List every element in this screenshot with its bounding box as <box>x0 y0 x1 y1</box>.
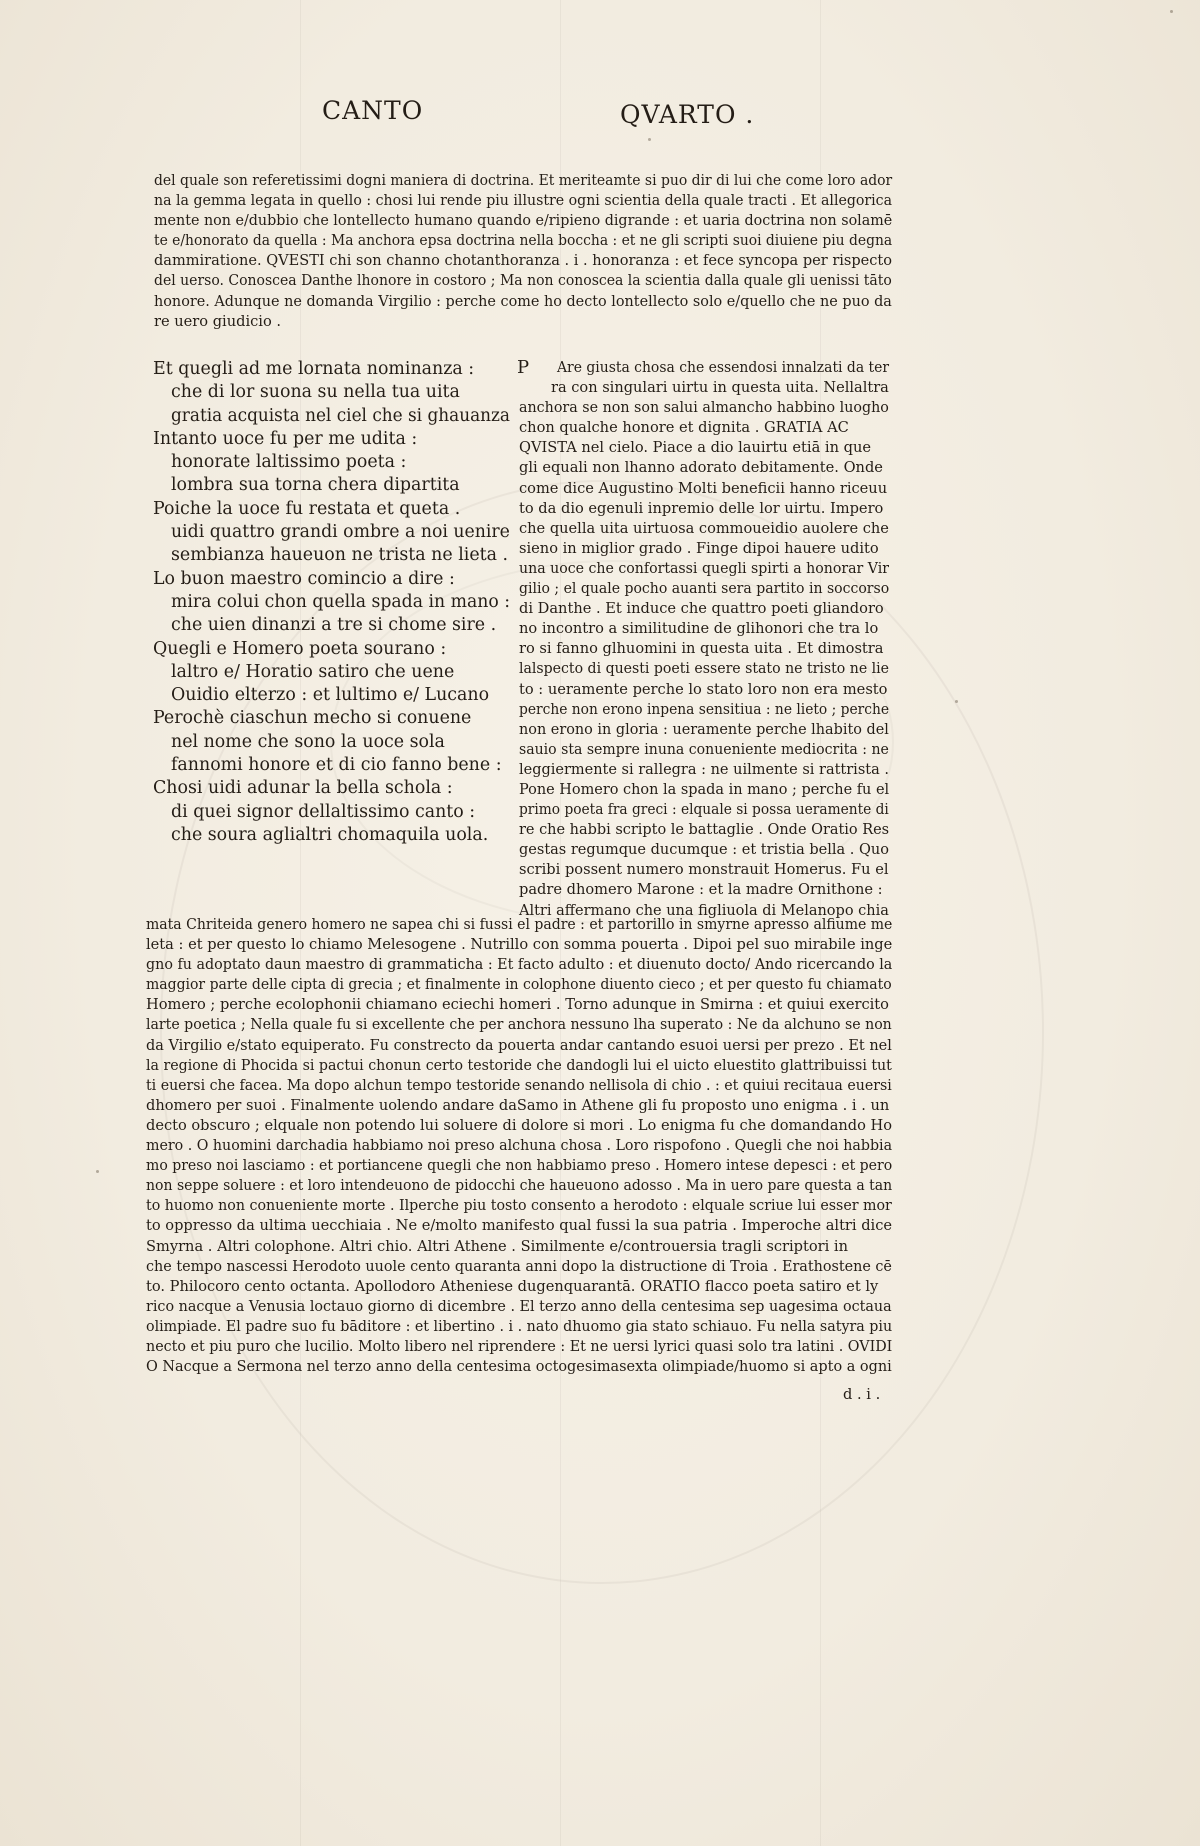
commentary-line: lalspecto di questi poeti essere stato ne tristo ne lie <box>519 660 890 678</box>
paper-spot <box>648 138 651 141</box>
commentary-line: leggiermente si rallegra : ne uilmente si rattrista . <box>519 760 889 778</box>
commentary-line: primo poeta fra greci : elquale si possa ueramente di <box>519 801 889 819</box>
full-width-commentary <box>146 915 892 1377</box>
intro-line: mente non e/dubbio che lontellecto humano quando e/ripieno digrande : et uaria doctrina non solamē <box>154 212 893 230</box>
verse-column <box>135 358 515 847</box>
verse-line: Chosi uidi adunar la bella schola : <box>153 778 453 799</box>
header-left: CANTO <box>322 96 424 125</box>
verse-line: laltro e/ Horatio satiro che uene <box>171 661 455 682</box>
commentary-line: perche non erono inpena sensitiua : ne lieto ; perche <box>519 700 890 718</box>
verse-line: Quegli e Homero poeta sourano : <box>153 638 447 659</box>
commentary-line: non seppe soluere : et loro intendeuono de pidocchi che haueuono adosso . Ma in uero pare questa a tan <box>146 1177 893 1195</box>
verse-line: Poiche la uoce fu restata et queta . <box>153 498 461 519</box>
initial-letter: P <box>517 357 530 378</box>
commentary-line: decto obscuro ; elquale non potendo lui soluere di dolore si mori . Lo enigma fu che domandando Ho <box>146 1116 893 1134</box>
verse-line: Lo buon maestro comincio a dire : <box>153 568 455 589</box>
verse-line: uidi quattro grandi ombre a noi uenire <box>171 522 510 543</box>
commentary-line: Altri affermano che una figliuola di Melanopo chia <box>519 901 889 919</box>
commentary-line: to oppresso da ultima uecchiaia . Ne e/molto manifesto qual fussi la sua patria . Imperoche altri dice <box>146 1217 893 1235</box>
commentary-line: che tempo nascessi Herodoto uuole cento quaranta anni dopo la distructione di Troia . Erathostene cē <box>146 1257 892 1275</box>
commentary-line: leta : et per questo lo chiamo Melesogene . Nutrillo con somma pouerta . Dipoi pel suo mirabile inge <box>146 936 893 954</box>
commentary-line: padre dhomero Marone : et la madre Ornithone : <box>519 881 883 899</box>
commentary-line: anchora se non son salui almancho habbino luogho <box>519 399 889 417</box>
intro-line: dammiratione. QVESTI chi son channo chotanthoranza . i . honoranza : et fece syncopa per rispecto <box>154 252 893 270</box>
verse-line: Intanto uoce fu per me udita : <box>153 428 418 449</box>
commentary-line: larte poetica ; Nella quale fu si excellente che per anchora nessuno lha superato : Ne da alchuno se non <box>146 1016 892 1034</box>
intro-line: del quale son referetissimi dogni maniera di doctrina. Et meriteamte si puo dir di lui che come loro ador <box>154 172 893 189</box>
commentary-line: Pone Homero chon la spada in mano ; perche fu el <box>519 780 890 798</box>
commentary-line: scribi possent numero monstrauit Homerus. Fu el <box>519 861 889 879</box>
commentary-line: una uoce che confortassi quegli spirti a honorar Vir <box>519 559 890 577</box>
commentary-column <box>519 358 891 921</box>
verse-line: di quei signor dellaltissimo canto : <box>171 801 476 822</box>
commentary-line: da Virgilio e/stato equiperato. Fu constrecto da pouerta andar cantando esuoi uersi per prezo . Et nel <box>146 1036 892 1054</box>
commentary-line: QVISTA nel cielo. Piace a dio lauirtu etiā in que <box>519 439 871 457</box>
commentary-line: ra con singulari uirtu in questa uita. Nellaltra <box>551 379 889 397</box>
commentary-line: to huomo non conueniente morte . Ilperche piu tosto consento a herodoto : elquale scriue lui esser mor <box>146 1197 892 1215</box>
verse-line: lombra sua torna chera dipartita <box>171 475 460 496</box>
intro-line: re uero giudicio . <box>154 312 282 330</box>
commentary-line: ti euersi che facea. Ma dopo alchun tempo testoride senando nellisola di chio . : et quiui recitaua euersi <box>146 1076 892 1094</box>
verse-line: Et quegli ad me lornata nominanza : <box>153 359 475 379</box>
commentary-line: gno fu adoptato daun maestro di grammaticha : Et facto adulto : et diuenuto docto/ Ando ricercando la <box>146 956 893 974</box>
commentary-line: mata Chriteida genero homero ne sapea chi si fussi el padre : et partorillo in smyrne apresso alfiume me <box>146 916 893 933</box>
commentary-line: sauio sta sempre inuna conueniente mediocrita : ne <box>519 740 889 758</box>
verse-line: Ouidio elterzo : et lultimo e/ Lucano <box>171 685 490 706</box>
commentary-line: no incontro a similitudine de glihonori che tra lo <box>519 620 879 638</box>
intro-line: honore. Adunque ne domanda Virgilio : perche come ho decto lontellecto solo e/quello che ne puo da <box>154 292 892 310</box>
header-right: QVARTO . <box>620 100 755 129</box>
intro-commentary <box>154 171 892 332</box>
verse-line: che soura aglialtri chomaquila uola. <box>171 824 489 845</box>
commentary-line: to da dio egenuli inpremio delle lor uirtu. Impero <box>519 499 884 517</box>
commentary-line: che quella uita uirtuosa commoueidio auolere che <box>519 519 889 537</box>
verse-line: che di lor suona su nella tua uita <box>171 382 460 403</box>
commentary-line: O Nacque a Sermona nel terzo anno della centesima octogesimasexta olimpiade/huomo si apto a ogni <box>146 1358 892 1376</box>
commentary-line: ro si fanno glhuomini in questa uita . Et dimostra <box>519 640 884 658</box>
commentary-line: to : ueramente perche lo stato loro non era mesto <box>519 680 888 698</box>
commentary-line: maggior parte delle cipta di grecia ; et finalmente in colophone diuento cieco ; et per questo fu chiamato <box>146 976 892 994</box>
commentary-line: di Danthe . Et induce che quattro poeti gliandoro <box>519 600 884 618</box>
verse-line: che uien dinanzi a tre si chome sire . <box>171 615 497 636</box>
running-header <box>0 96 1200 136</box>
commentary-line: to. Philocoro cento octanta. Apollodoro Atheniese dugenquarantā. ORATIO flacco poeta satiro et ly <box>146 1277 879 1295</box>
commentary-line: re che habbi scripto le battaglie . Onde Oratio Res <box>519 821 890 839</box>
commentary-line: mo preso noi lasciamo : et portiancene quegli che non habbiamo preso . Homero intese depesci : et pero <box>146 1157 893 1175</box>
commentary-line: rico nacque a Venusia loctauo giorno di dicembre . El terzo anno della centesima sep uagesima octaua <box>146 1297 892 1315</box>
commentary-line: chon qualche honore et dignita . GRATIA AC <box>519 419 849 437</box>
verse-line: nel nome che sono la uoce sola <box>171 731 445 752</box>
commentary-line: dhomero per suoi . Finalmente uolendo andare daSamo in Athene gli fu proposto uno enigma . i . un <box>146 1096 890 1114</box>
verse-line: fannomi honore et di cio fanno bene : <box>171 755 502 776</box>
commentary-line: sieno in miglior grado . Finge dipoi hauere udito <box>519 539 879 557</box>
commentary-line: necto et piu puro che lucilio. Molto libero nel riprendere : Et ne uersi lyrici quasi solo tra latini . OVIDI <box>146 1337 893 1355</box>
intro-line: na la gemma legata in quello : chosi lui rende piu illustre ogni scientia della quale tracti . Et allegorica <box>154 192 893 210</box>
commentary-line: gli equali non lhanno adorato debitamente. Onde <box>519 459 883 477</box>
verse-line: sembianza haueuon ne trista ne lieta . <box>171 545 509 566</box>
verse-line: mira colui chon quella spada in mano : <box>171 591 511 612</box>
verse-line: Perochè ciaschun mecho si conuene <box>153 708 472 729</box>
commentary-line: mero . O huomini darchadia habbiamo noi preso alchuna chosa . Loro rispofono . Quegli che noi habbia <box>146 1137 893 1155</box>
commentary-line: la regione di Phocida si pactui chonun certo testoride che dandogli lui el uicto eluestito glattribuissi tut <box>146 1056 892 1074</box>
signature-mark: d . i . <box>843 1386 881 1403</box>
intro-line: te e/honorato da quella : Ma anchora epsa doctrina nella boccha : et ne gli scripti suoi diuiene piu degna <box>154 232 893 250</box>
verse-line: gratia acquista nel ciel che si ghauanza <box>171 405 511 426</box>
paper-spot <box>96 1170 99 1173</box>
commentary-line: gilio ; el quale pocho auanti sera partito in soccorso <box>519 580 890 598</box>
verse-line: honorate laltissimo poeta : <box>171 452 407 473</box>
paper-spot <box>955 700 958 703</box>
commentary-line: come dice Augustino Molti beneficii hanno riceuu <box>519 479 888 497</box>
commentary-line: non erono in gloria : ueramente perche lhabito del <box>519 720 889 738</box>
intro-line: del uerso. Conoscea Danthe lhonore in costoro ; Ma non conoscea la scientia dalla quale gli uenissi tāto <box>154 272 892 290</box>
commentary-line: Homero ; perche ecolophonii chiamano eciechi homeri . Torno adunque in Smirna : et quiui exercito <box>146 996 889 1014</box>
commentary-line: olimpiade. El padre suo fu bāditore : et libertino . i . nato dhuomo gia stato schiauo. Fu nella satyra piu <box>146 1317 893 1335</box>
paper-spot <box>1170 10 1173 13</box>
commentary-line: Are giusta chosa che essendosi innalzati da ter <box>557 359 890 376</box>
commentary-line: Smyrna . Altri colophone. Altri chio. Altri Athene . Similmente e/controuersia tragli scriptori in <box>146 1237 848 1255</box>
commentary-line: gestas regumque ducumque : et tristia bella . Quo <box>519 841 889 859</box>
